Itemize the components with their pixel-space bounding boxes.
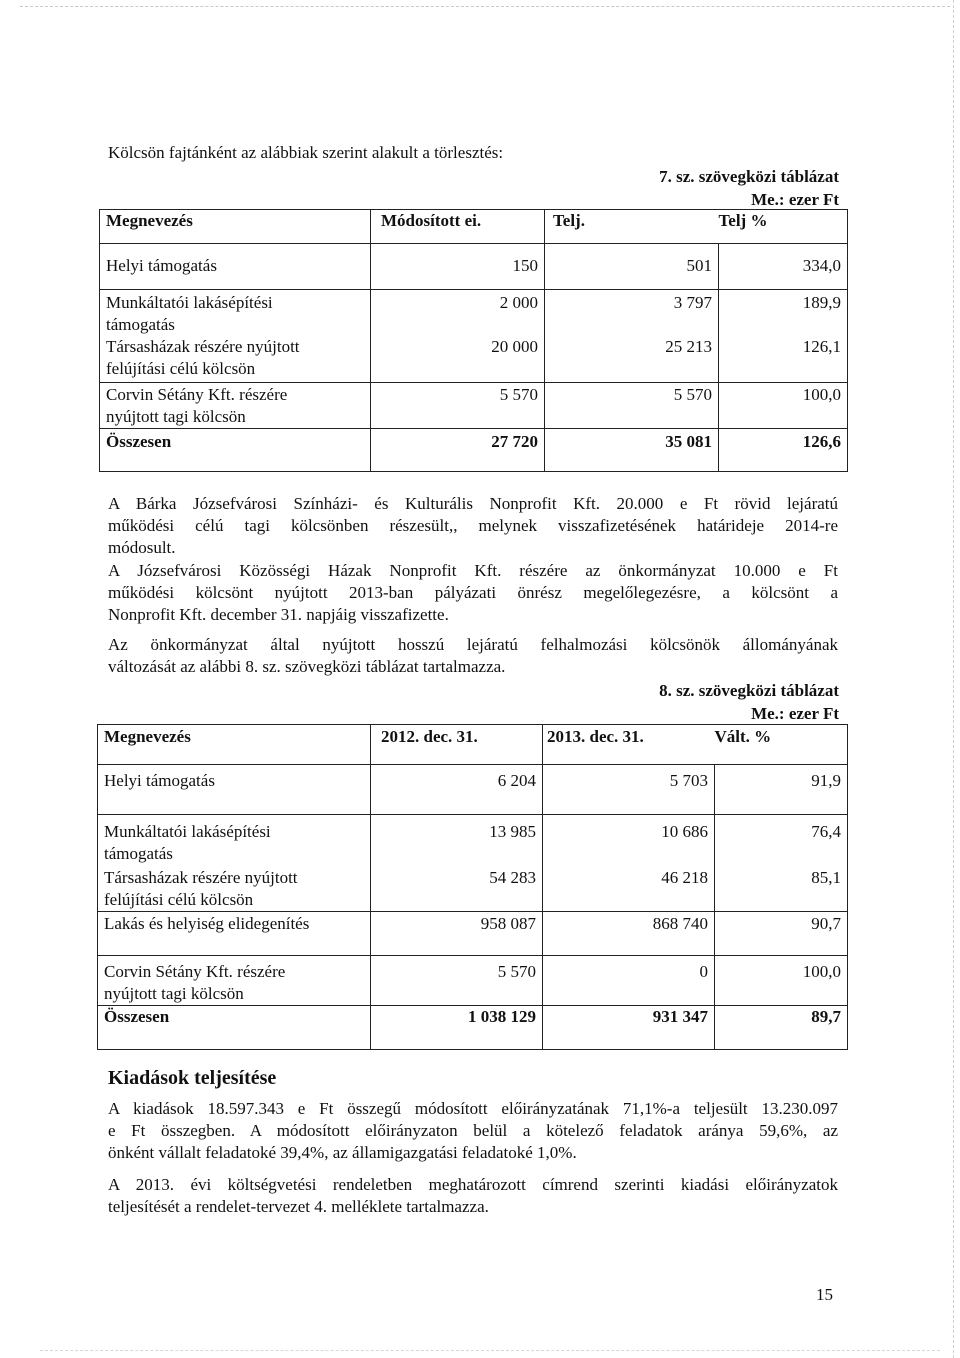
table7-header-col2: Telj. xyxy=(545,210,719,244)
row-value-2012: 6 204 xyxy=(371,765,543,815)
table-row xyxy=(98,865,848,912)
table7-header-row xyxy=(100,210,848,244)
row-name: Társasházak részére nyújtott felújítási célú kölcsön xyxy=(100,336,371,382)
row-value-change: 100,0 xyxy=(715,956,848,1006)
row-value-2012: 958 087 xyxy=(371,912,543,956)
row-value-2013: 868 740 xyxy=(543,912,715,956)
total-value-change: 89,7 xyxy=(715,1006,848,1050)
row-value-actual: 3 797 xyxy=(545,290,719,337)
row-value-2013: 0 xyxy=(543,956,715,1006)
row-value-actual: 25 213 xyxy=(545,336,719,382)
table-row xyxy=(98,912,848,956)
scan-right-edge xyxy=(953,0,954,1358)
paragraph-cimrend: A 2013. évi költségvetési rendeletben meghatározott címrend szerinti kiadási előirányzatok teljesítését a rendelet-tervezet 4. melléklete tartalmazza. xyxy=(108,1175,838,1216)
table-row xyxy=(100,336,848,382)
table8-caption: 8. sz. szövegközi táblázat xyxy=(659,681,839,700)
row-value-percent: 334,0 xyxy=(719,244,848,290)
table7-total-row xyxy=(100,428,848,471)
row-value-modified: 5 570 xyxy=(371,382,545,428)
table8-header-name: Megnevezés xyxy=(98,725,371,765)
table7-header-col1: Módosított ei. xyxy=(371,210,545,244)
table7-caption: 7. sz. szövegközi táblázat xyxy=(659,167,839,186)
scan-top-edge xyxy=(20,6,950,7)
table8 xyxy=(97,724,848,1050)
row-value-percent: 189,9 xyxy=(719,290,848,337)
row-value-change: 90,7 xyxy=(715,912,848,956)
row-value-change: 91,9 xyxy=(715,765,848,815)
paragraph-kozossegi-hazak: A Józsefvárosi Közösségi Házak Nonprofit Kft. részére az önkormányzat 10.000 e Ft működési kölcsönt nyújtott 2013-ban pályázati önrész megelőlegezésre, a kölcsönt a Nonprofit Kft. december 31. napjáig visszafizette. xyxy=(108,561,838,624)
paragraph-kiadasok: A kiadások 18.597.343 e Ft összegű módosított előirányzatának 71,1%-a teljesült 13.230.097 e Ft összegben. A módosított előirányzaton belül a kötelező feladatok aránya 59,6%, az önként vállalt feladatoké 39,4%, az államigazgatási feladatoké 1,0%. xyxy=(108,1099,838,1162)
row-value-change: 85,1 xyxy=(715,865,848,912)
row-value-2012: 54 283 xyxy=(371,865,543,912)
table8-header-col1: 2012. dec. 31. xyxy=(371,725,543,765)
total-label: Összesen xyxy=(98,1006,371,1050)
row-name: Corvin Sétány Kft. részére nyújtott tagi kölcsön xyxy=(98,956,371,1006)
section-title: Kiadások teljesítése xyxy=(108,1067,277,1089)
row-value-percent: 100,0 xyxy=(719,382,848,428)
table8-unit: Me.: ezer Ft xyxy=(751,704,839,723)
page-number: 15 xyxy=(816,1285,833,1304)
row-value-2012: 5 570 xyxy=(371,956,543,1006)
row-name: Helyi támogatás xyxy=(98,765,371,815)
table8-total-row xyxy=(98,1006,848,1050)
table-row xyxy=(100,290,848,337)
row-value-percent: 126,1 xyxy=(719,336,848,382)
row-value-modified: 20 000 xyxy=(371,336,545,382)
row-value-2012: 13 985 xyxy=(371,815,543,866)
row-name: Corvin Sétány Kft. részére nyújtott tagi kölcsön xyxy=(100,382,371,428)
row-name: Helyi támogatás xyxy=(100,244,371,290)
total-value-2012: 1 038 129 xyxy=(371,1006,543,1050)
row-value-2013: 5 703 xyxy=(543,765,715,815)
table8-header-col3: Vált. % xyxy=(715,725,848,765)
table-row xyxy=(100,382,848,428)
table-row xyxy=(98,956,848,1006)
table-row xyxy=(98,815,848,866)
intro-text: Kölcsön fajtánként az alábbiak szerint alakult a törlesztés: xyxy=(108,143,504,162)
row-value-change: 76,4 xyxy=(715,815,848,866)
row-value-modified: 150 xyxy=(371,244,545,290)
table-row xyxy=(100,244,848,290)
row-value-2013: 46 218 xyxy=(543,865,715,912)
row-name: Lakás és helyiség elidegenítés xyxy=(98,912,371,956)
paragraph-onkormanyzat: Az önkormányzat által nyújtott hosszú lejáratú felhalmozási kölcsönök állományának változását az alábbi 8. sz. szövegközi táblázat tartalmazza. xyxy=(108,635,838,676)
scan-bottom-edge xyxy=(40,1350,940,1351)
total-label: Összesen xyxy=(100,428,371,471)
table7-header-name: Megnevezés xyxy=(100,210,371,244)
total-value-actual: 35 081 xyxy=(545,428,719,471)
row-value-modified: 2 000 xyxy=(371,290,545,337)
total-value-modified: 27 720 xyxy=(371,428,545,471)
table8-header-row xyxy=(98,725,848,765)
table-row xyxy=(98,765,848,815)
table7-unit: Me.: ezer Ft xyxy=(751,190,839,209)
table8-header-col2: 2013. dec. 31. xyxy=(543,725,715,765)
total-value-percent: 126,6 xyxy=(719,428,848,471)
table7 xyxy=(99,209,848,472)
row-value-actual: 5 570 xyxy=(545,382,719,428)
row-value-2013: 10 686 xyxy=(543,815,715,866)
row-name: Munkáltatói lakásépítési támogatás xyxy=(100,290,371,337)
paragraph-barka: A Bárka Józsefvárosi Színházi- és Kulturális Nonprofit Kft. 20.000 e Ft rövid lejáratú működési célú tagi kölcsönben részesült,, melynek visszafizetésének határideje 2014-re módosult. xyxy=(108,494,838,557)
row-value-actual: 501 xyxy=(545,244,719,290)
table7-header-col3: Telj % xyxy=(719,210,848,244)
row-name: Munkáltatói lakásépítési támogatás xyxy=(98,815,371,866)
total-value-2013: 931 347 xyxy=(543,1006,715,1050)
row-name: Társasházak részére nyújtott felújítási célú kölcsön xyxy=(98,865,371,912)
